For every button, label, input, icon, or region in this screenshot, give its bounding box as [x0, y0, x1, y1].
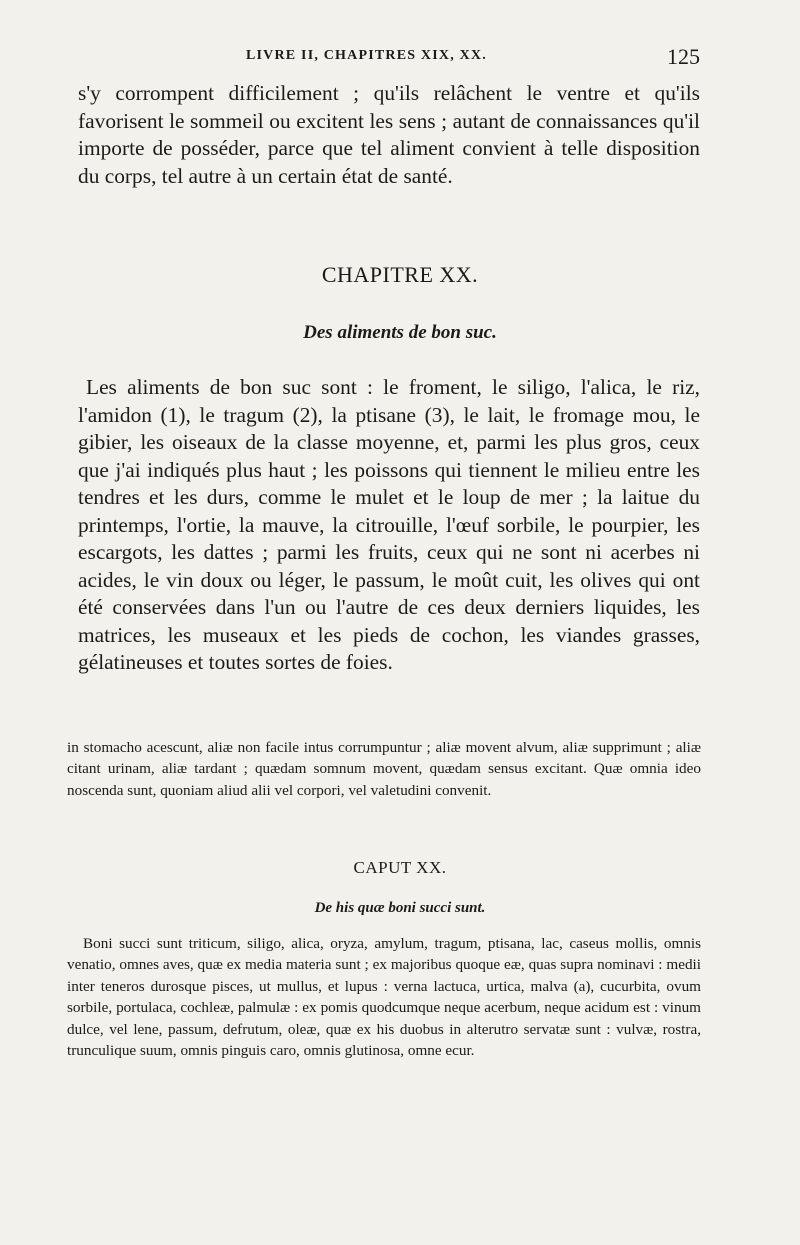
caput-body [67, 933, 701, 1061]
chapter-title: CHAPITRE XX. [321, 262, 479, 287]
running-header [78, 46, 700, 72]
chapter-body-text: Les aliments de bon suc sont : le froment, le siligo, l'alica, le riz, l'amidon (1), le tragum (2), la ptisane (3), le lait, le fromage mou, le gibier, les oiseaux de la classe moyenne, et, parmi les plus gros, ceux que j'ai indiqués plus haut ; les poissons qui tiennent le milieu entre les tendres et les durs, comme le mulet et le loup de mer ; la laitue du printemps, l'ortie, la mauve, la citrouille, l'œuf sorbile, le pourpier, les escargots, les dattes ; parmi les fruits, ceux qui ne sont ni acerbes ni acides, le vin doux ou léger, le passum, le moût cuit, les olives qui ont été conservées dans l'un ou l'autre de ces deux derniers liquides, les matrices, les museaux et les pieds de cochon, les viandes grasses, gélatineuses et toutes sortes de foies. [78, 375, 700, 674]
caput-subtitle: De his quæ boni succi sunt. [314, 900, 486, 916]
caput-title: CAPUT XX. [353, 858, 447, 877]
running-title: LIVRE II, CHAPITRES XIX, XX. [246, 48, 487, 63]
french-continuation-text: s'y corrompent difficilement ; qu'ils relâchent le ventre et qu'ils favorisent le sommeil ou excitent les sens ; autant de connaissances qu'il importe de posséder, parce que tel aliment convient à telle disposition du corps, tel autre à un certain état de santé. [78, 81, 700, 188]
caput-body-text: Boni succi sunt triticum, siligo, alica, oryza, amylum, tragum, ptisana, lac, caseus mollis, omnis venatio, omnes aves, quæ ex media materia sunt ; ex majoribus quoque eæ, quas supra nominavi : medii inter teneros durosque pisces, ut mullus, et lupus : verna lactuca, urtica, malva (a), cucurbita, ovum sorbile, portulaca, cochleæ, palmulæ : ex pomis quodcumque neque acerbum, neque acidum est : vinum dulce, vel lene, passum, defrutum, oleæ, quæ ex his duobus in alterutro servatæ sunt : vulvæ, rostra, trunculique suum, omnis pinguis caro, omnis glutinosa, omne ecur. [67, 935, 701, 1060]
page-number: 125 [667, 44, 700, 69]
chapter-subtitle: Des aliments de bon suc. [303, 322, 497, 343]
french-continuation [78, 80, 700, 190]
latin-continuation [67, 737, 701, 801]
chapter-body [78, 374, 700, 677]
latin-continuation-text: in stomacho acescunt, aliæ non facile intus corrumpuntur ; aliæ movent alvum, aliæ supprimunt ; aliæ citant urinam, aliæ tardant ; quædam somnum movent, quædam sensus excitant. Quæ omnia ideo noscenda sunt, quoniam aliud alii vel corpori, vel valetudini convenit. [67, 739, 701, 799]
